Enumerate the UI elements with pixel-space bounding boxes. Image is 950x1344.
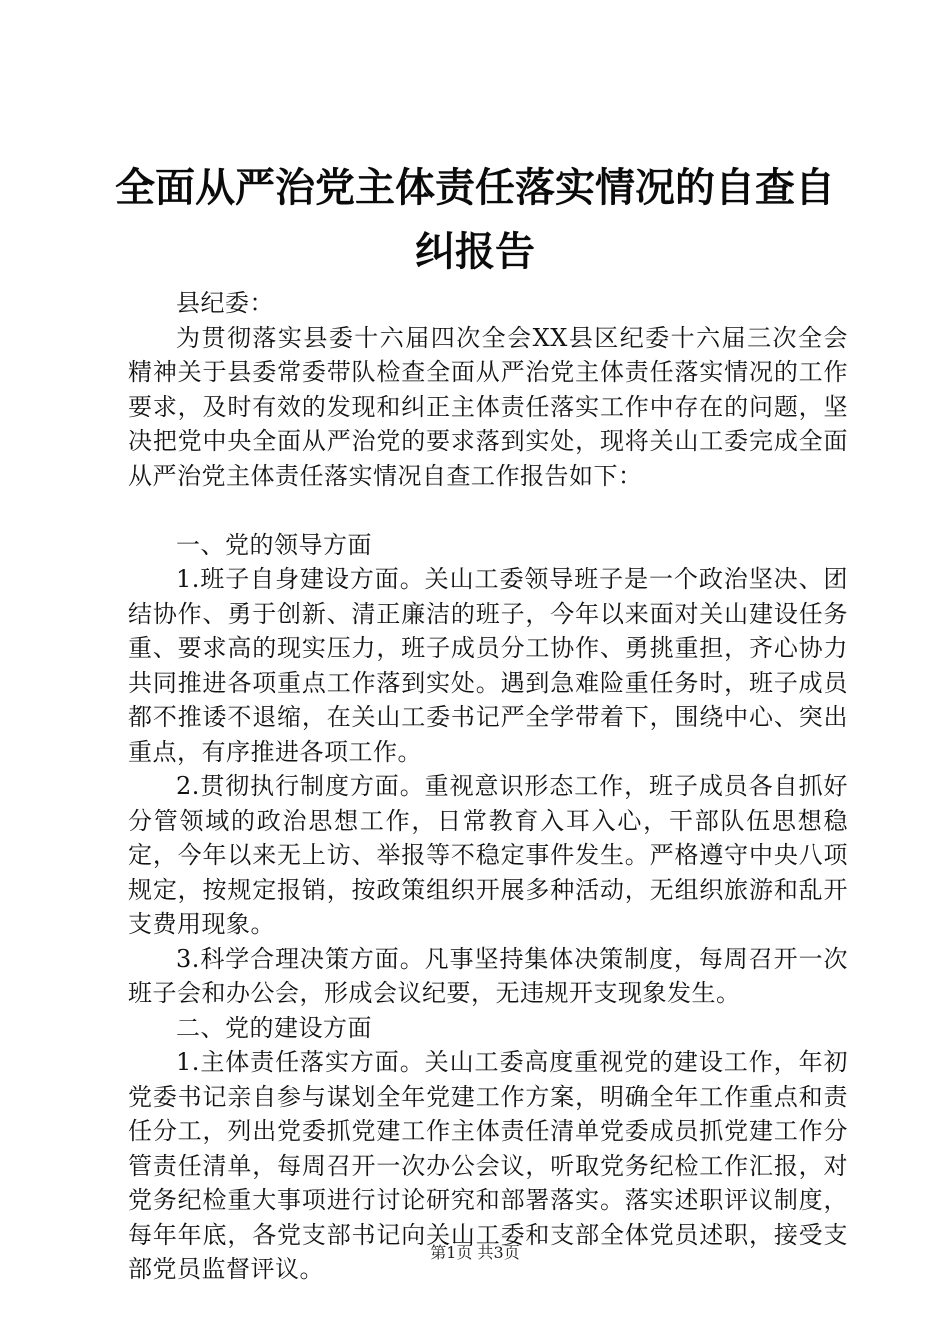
section-heading-2: 二、党的建设方面 xyxy=(176,1013,372,1042)
section-1-item-3: 3.科学合理决策方面。凡事坚持集体决策制度，每周召开一次班子会和办公会，形成会议纪要，无违规开支现象发生。 xyxy=(128,944,848,1007)
page-footer: 第1页 共3页 xyxy=(430,1243,520,1262)
intro-paragraph: 为贯彻落实县委十六届四次全会XX县区纪委十六届三次全会精神关于县委常委带队检查全面从严治党主体责任落实情况的工作要求，及时有效的发现和纠正主体责任落实工作中存在的问题，坚决把党中央全面从严治党的要求落到实处，现将关山工委完成全面从严治党主体责任落实情况自查工作报告如下： xyxy=(128,323,848,490)
document-body xyxy=(128,286,848,1287)
paragraph-spacer xyxy=(128,493,848,528)
section-1-item-2: 2.贯彻执行制度方面。重视意识形态工作，班子成员各自抓好分管领域的政治思想工作，日常教育入耳入心，干部队伍思想稳定，今年以来无上访、举报等不稳定事件发生。严格遵守中央八项规定，按规定报销，按政策组织开展多种活动，无组织旅游和乱开支费用现象。 xyxy=(128,772,848,938)
section-heading-1: 一、党的领导方面 xyxy=(176,530,372,559)
salutation: 县纪委： xyxy=(176,289,274,317)
document-title: 全面从严治党主体责任落实情况的自查自纠报告 xyxy=(115,165,835,275)
section-2-item-1: 1.主体责任落实方面。关山工委高度重视党的建设工作，年初党委书记亲自参与谋划全年党建工作方案，明确全年工作重点和责任分工，列出党委抓党建工作主体责任清单党委成员抓党建工作分管责任清单，每周召开一次办公会议，听取党务纪检工作汇报，对党务纪检重大事项进行讨论研究和部署落实。落实述职评议制度，每年年底，各党支部书记向关山工委和支部全体党员述职，接受支部党员监督评议。 xyxy=(128,1048,848,1283)
section-1-item-1: 1.班子自身建设方面。关山工委领导班子是一个政治坚决、团结协作、勇于创新、清正廉洁的班子，今年以来面对关山建设任务重、要求高的现实压力，班子成员分工协作、勇挑重担，齐心协力共同推进各项重点工作落到实处。遇到急难险重任务时，班子成员都不推诿不退缩，在关山工委书记严全学带着下，围绕中心、突出重点，有序推进各项工作。 xyxy=(128,565,848,766)
